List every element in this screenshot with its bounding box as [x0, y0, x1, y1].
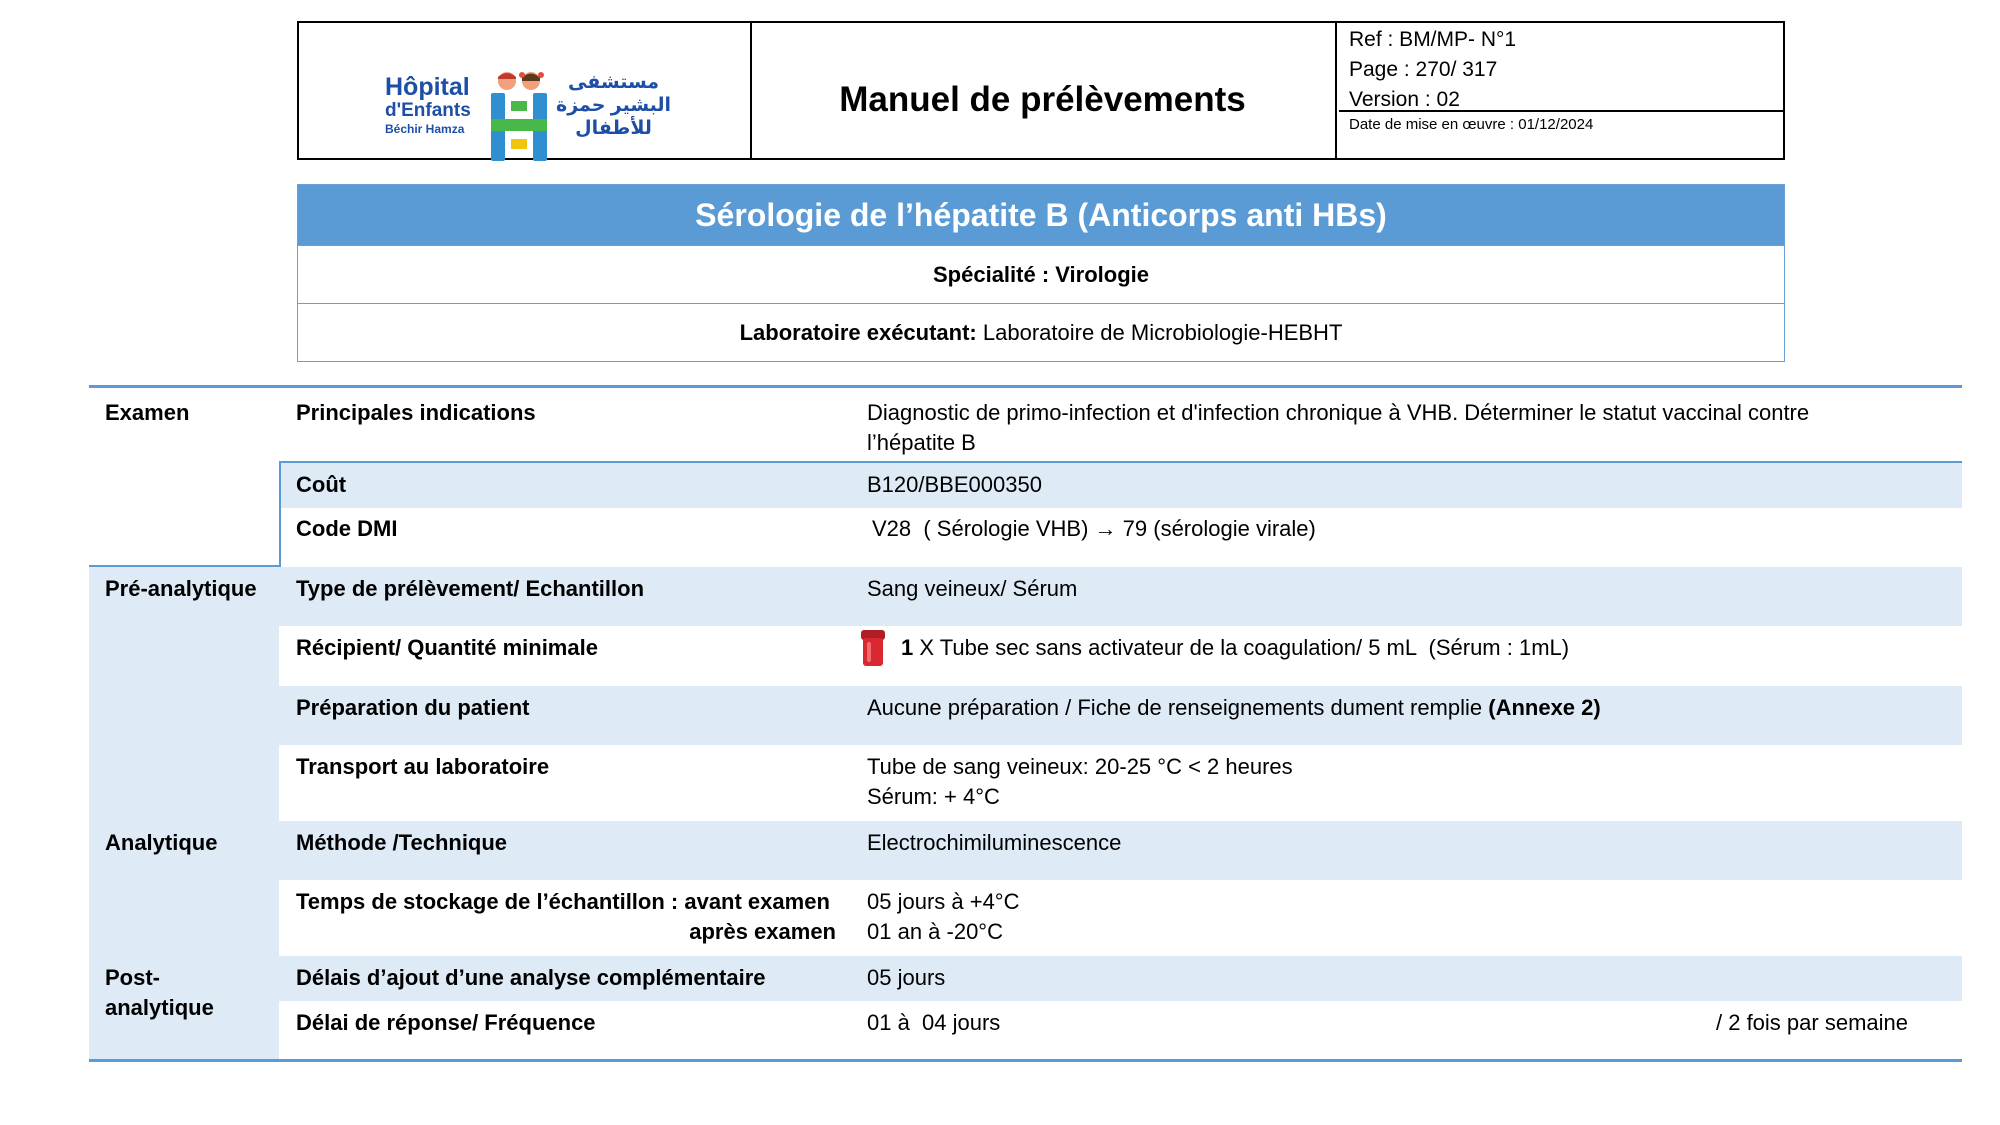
document-meta: [1339, 23, 1783, 158]
red-tube-icon: [859, 630, 887, 668]
section-examen: Examen: [105, 400, 190, 425]
row-value-recipient: [845, 628, 1569, 668]
row-value-cout: B120/BBE000350: [867, 472, 1042, 497]
row-value-methode: Electrochimiluminescence: [867, 830, 1122, 855]
row-label-methode: Méthode /Technique: [296, 830, 508, 855]
recipient-count: 1: [901, 635, 914, 660]
row-value-delai-reponse: 01 à 04 jours: [867, 1010, 1001, 1035]
row-value-type: Sang veineux/ Sérum: [867, 576, 1078, 601]
row-value-transport: Tube de sang veineux: 20-25 °C < 2 heures Sérum: + 4°C: [867, 754, 1293, 809]
doc-date: Date de mise en œuvre : 01/12/2024: [1349, 116, 1594, 133]
document-header: [297, 21, 1785, 160]
table-row: [279, 880, 1962, 956]
table-row: [279, 567, 1962, 626]
row-value-preparation: Aucune préparation / Fiche de renseignements dument remplie (Annexe 2): [867, 695, 1601, 720]
row-value-indications: Diagnostic de primo-infection et d'infection chronique à VHB. Déterminer le statut vaccinal contre l’hépatite B: [867, 400, 1810, 455]
specialty-text: Spécialité : Virologie: [933, 261, 1149, 287]
row-label-indications: Principales indications: [296, 400, 536, 425]
recipient-text: X Tube sec sans activateur de la coagulation/ 5 mL (Sérum : 1mL): [913, 635, 1570, 660]
row-value-delais-ajout: 05 jours: [867, 965, 946, 990]
section-analytique: Analytique: [105, 830, 218, 855]
row-value-frequency: / 2 fois par semaine: [1716, 1010, 1908, 1035]
row-label-cout: Coût: [296, 472, 347, 497]
row-label-stockage: Temps de stockage de l’échantillon : avant examen après examen: [296, 889, 836, 944]
table-row: [281, 508, 1962, 567]
executing-lab-label: Laboratoire exécutant:: [739, 319, 977, 345]
table-bottom-rule: [89, 1059, 1962, 1062]
row-value-code-dmi: V28 ( Sérologie VHB) → 79 (sérologie virale): [872, 516, 1316, 541]
row-label-type: Type de prélèvement/ Echantillon: [296, 576, 645, 601]
row-label-preparation: Préparation du patient: [296, 695, 530, 720]
exam-title-band: [297, 184, 1785, 362]
specialty: [298, 245, 1784, 303]
row-label-code-dmi: Code DMI: [296, 516, 398, 541]
table-row: [279, 745, 1962, 821]
section-pre-analytique: Pré-analytique: [105, 576, 257, 601]
table-row: [281, 463, 1962, 508]
doc-ref: Ref : BM/MP- N°1: [1349, 28, 1517, 51]
table-row: [279, 821, 1962, 880]
row-label-delais-ajout: Délais d’ajout d’une analyse complémentaire: [296, 965, 766, 990]
row-value-stockage: 05 jours à +4°C 01 an à -20°C: [867, 889, 1020, 944]
hospital-logo: [299, 23, 752, 158]
table-row: [89, 388, 1962, 464]
doc-version: Version : 02: [1349, 88, 1460, 111]
annex-reference: (Annexe 2): [1488, 695, 1601, 720]
executing-lab-value: Laboratoire de Microbiologie-HEBHT: [976, 319, 1343, 345]
logo-h-mark-icon: [489, 71, 551, 163]
logo-text-fr: Hôpital d'Enfants Béchir Hamza: [385, 73, 471, 136]
section-post-analytique: Post- analytique: [105, 965, 214, 1020]
row-label-delai-reponse: Délai de réponse/ Fréquence: [296, 1010, 596, 1035]
table-row: [279, 1001, 1962, 1059]
executing-lab: [298, 303, 1784, 361]
table-row: [279, 626, 1962, 686]
row-label-recipient: Récipient/ Quantité minimale: [296, 635, 598, 660]
row-label-transport: Transport au laboratoire: [296, 754, 550, 779]
exam-title: Sérologie de l’hépatite B (Anticorps anti HBs): [298, 185, 1784, 245]
table-row: [279, 686, 1962, 745]
manual-title: Manuel de prélèvements: [750, 23, 1337, 158]
table-row: [279, 956, 1962, 1001]
doc-page: Page : 270/ 317: [1349, 58, 1498, 81]
logo-text-ar: مستشفى البشير حمزة للأطفال: [556, 72, 672, 139]
